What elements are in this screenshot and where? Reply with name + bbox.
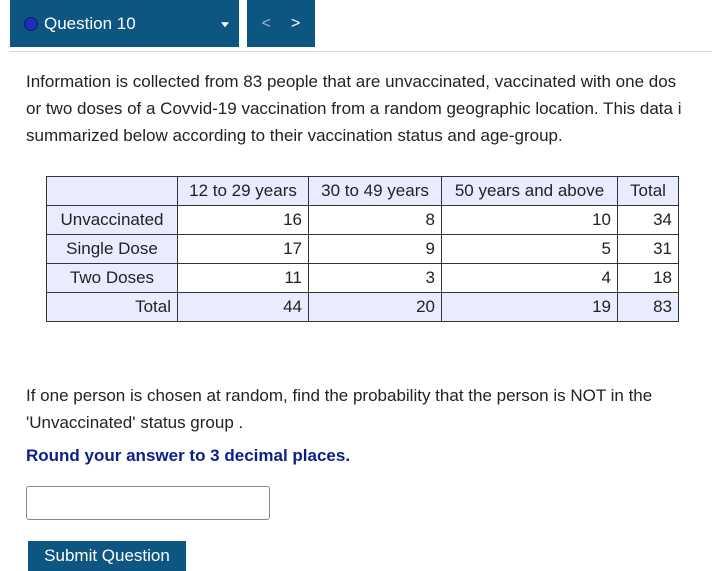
intro-line: or two doses of a Covvid-19 vaccination from a random geographic location. This data i [26, 99, 682, 118]
status-dot-icon [24, 17, 38, 31]
question-intro [26, 68, 712, 149]
table-header-row [47, 177, 679, 206]
table-row [47, 293, 679, 322]
row-label: Unvaccinated [47, 206, 178, 235]
table-cell: 20 [309, 293, 442, 322]
table-header-cell [47, 177, 178, 206]
table-cell: 8 [309, 206, 442, 235]
table-cell: 3 [309, 264, 442, 293]
table-cell: 31 [618, 235, 679, 264]
next-question-button[interactable]: > [291, 14, 301, 32]
data-table [46, 176, 679, 322]
caret-down-icon [221, 22, 229, 27]
answer-input[interactable] [26, 486, 270, 520]
question-label: Question 10 [44, 13, 136, 33]
prev-question-button[interactable]: < [261, 14, 271, 32]
question-selector[interactable] [10, 0, 239, 47]
prompt-line: 'Unvaccinated' status group . [26, 413, 244, 432]
row-label: Total [47, 293, 178, 322]
table-cell: 19 [442, 293, 618, 322]
row-label: Two Doses [47, 264, 178, 293]
table-header-cell: 50 years and above [442, 177, 618, 206]
table-cell: 9 [309, 235, 442, 264]
intro-line: Information is collected from 83 people that are unvaccinated, vaccinated with one dos [26, 72, 677, 91]
table-cell: 4 [442, 264, 618, 293]
table-header-cell: 12 to 29 years [178, 177, 309, 206]
table-cell: 5 [442, 235, 618, 264]
prompt-line: If one person is chosen at random, find the probability that the person is NOT in the [26, 386, 653, 405]
table-cell: 83 [618, 293, 679, 322]
submit-question-button[interactable]: Submit Question [28, 541, 186, 571]
table-row [47, 206, 679, 235]
divider [10, 51, 712, 52]
table-cell: 18 [618, 264, 679, 293]
rounding-instruction: Round your answer to 3 decimal places. [26, 446, 351, 465]
question-nav [247, 0, 315, 47]
table-cell: 17 [178, 235, 309, 264]
question-prompt [26, 382, 706, 436]
table-cell: 10 [442, 206, 618, 235]
table-cell: 34 [618, 206, 679, 235]
table-row [47, 235, 679, 264]
intro-line: summarized below according to their vaccination status and age-group. [26, 126, 563, 145]
table-cell: 16 [178, 206, 309, 235]
table-cell: 11 [178, 264, 309, 293]
table-header-cell: Total [618, 177, 679, 206]
row-label: Single Dose [47, 235, 178, 264]
table-header-cell: 30 to 49 years [309, 177, 442, 206]
table-cell: 44 [178, 293, 309, 322]
table-row [47, 264, 679, 293]
